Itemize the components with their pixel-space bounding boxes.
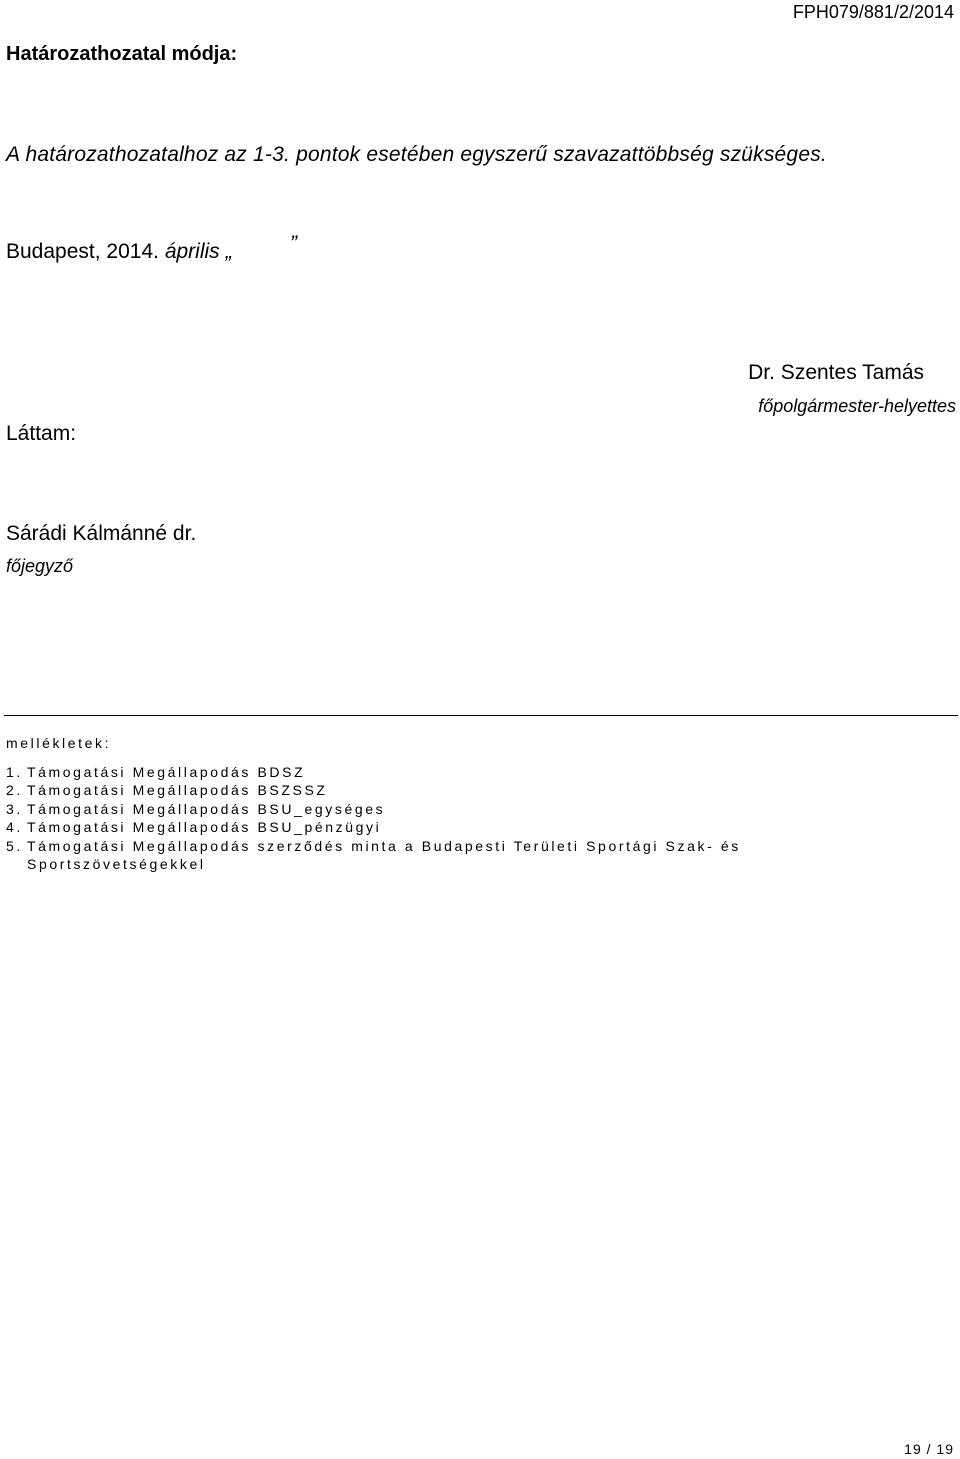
- notary-name: Sárádi Kálmánné dr.: [6, 522, 197, 545]
- attachments-list: [6, 763, 741, 873]
- attachment-text-continuation: Sportszövetségekkel: [27, 856, 206, 873]
- notary-title: főjegyző: [6, 556, 74, 576]
- document-reference: FPH079/881/2/2014: [792, 2, 954, 22]
- attachment-number: 2.: [6, 782, 23, 799]
- attachment-text: Támogatási Megállapodás BSZSSZ: [27, 782, 328, 799]
- signer-title: főpolgármester-helyettes: [758, 396, 956, 416]
- date-quote-open: „: [225, 240, 233, 263]
- attachment-text: Támogatási Megállapodás BSU_pénzügyi: [27, 819, 382, 836]
- attachment-text: Támogatási Megállapodás BDSZ: [27, 764, 306, 780]
- date-city: Budapest, 2014.: [6, 240, 159, 263]
- attachment-number: 5.: [6, 837, 23, 854]
- attachment-number: 1.: [6, 764, 23, 780]
- attachment-item: [6, 800, 741, 818]
- date-line: [6, 232, 297, 264]
- attachments-heading: mellékletek:: [6, 735, 112, 751]
- signer-name: Dr. Szentes Tamás: [748, 361, 924, 384]
- section-title: Határozathozatal módja:: [6, 43, 238, 65]
- attachment-item: [6, 818, 741, 836]
- date-month: április: [164, 240, 220, 263]
- seen-label: Láttam:: [6, 422, 77, 445]
- attachment-number: 4.: [6, 819, 23, 836]
- attachment-text: Támogatási Megállapodás BSU_egységes: [27, 800, 386, 817]
- attachment-number: 3.: [6, 800, 23, 817]
- attachment-text: Támogatási Megállapodás szerződés minta a Budapesti Területi Sportági Szak- és: [27, 837, 741, 854]
- decision-text: A határozathozatalhoz az 1-3. pontok esetében egyszerű szavazattöbbség szükséges.: [6, 143, 827, 166]
- page-number: 19 / 19: [904, 1441, 954, 1457]
- section-divider: [4, 715, 958, 716]
- attachment-item: [6, 837, 741, 874]
- attachment-item: [6, 781, 741, 799]
- attachment-item: [6, 763, 741, 781]
- date-quote-close: ”: [290, 232, 297, 255]
